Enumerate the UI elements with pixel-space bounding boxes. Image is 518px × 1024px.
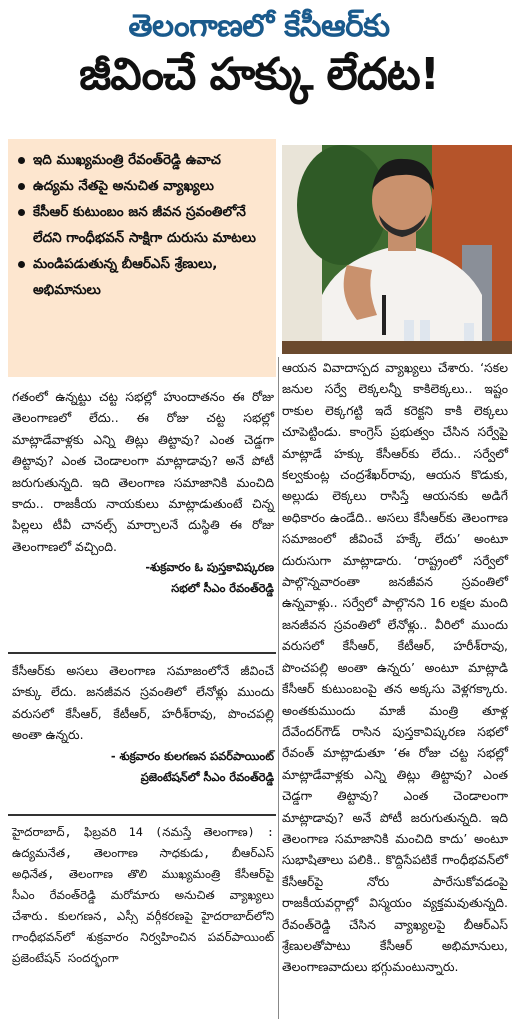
headline-line1: తెలంగాణలో కేసీఆర్‌కు	[128, 8, 390, 44]
article-text: హైదరాబాద్, ఫిబ్రవరి 14 (నమస్తే తెలంగాణ) : ఉద్యమనేత, తెలంగాణ సాధకుడు, బీఆర్‌ఎస్ అధినేత, తెలంగాణ తొలి ముఖ్యమంత్రి కేసీఆర్‌పై సీఎం రేవంత్‌రెడ్డి మరోమారు అనుచిత వ్యాఖ్యలు చేశారు. కులగణన, ఎస్సీ వర్గీకరణపై హైదరాబాద్‌లోని గాంధీభవన్‌లో శుక్రవారం నిర్వహించిన పవర్‌పాయింట్ ప్రజెంటేషన్ సందర్భంగా	[12, 825, 274, 965]
highlight-text: ఇది ముఖ్యమంత్రి రేవంత్‌రెడ్డి ఉవాచ	[33, 152, 221, 168]
highlight-text: కేసీఆర్ కుటుంబం జన జీవన స్రవంతిలోనే లేదని గాంధీభవన్ సాక్షిగా దురుసు మాటలు	[33, 204, 256, 246]
bullet-dot-icon	[18, 157, 25, 164]
highlight-text: ఉద్యమ నేతపై అనుచిత వ్యాఖ్యలు	[33, 178, 214, 194]
highlight-item	[18, 147, 268, 173]
column-divider	[278, 357, 279, 1019]
quote-attribution: ప్రజెంటేషన్‌లో సీఎం రేవంత్‌రెడ్డి	[140, 769, 274, 784]
headline	[0, 0, 518, 104]
bullet-dot-icon	[18, 261, 25, 268]
article-body-right	[282, 357, 508, 978]
section-divider	[8, 814, 276, 816]
quote-attribution: - శుక్రవారం కులగణన పవర్‌పాయింట్	[110, 748, 274, 763]
article-body-left	[12, 822, 274, 969]
speaker-photo	[282, 145, 512, 354]
highlight-item	[18, 199, 268, 251]
quote-block-2	[12, 660, 274, 788]
speaker-photo-illustration	[282, 145, 512, 354]
quote-attribution: -శుక్రవారం ఓ పుస్తకావిష్కరణ	[145, 560, 274, 575]
bullet-dot-icon	[18, 209, 25, 216]
quote-block-1	[12, 386, 274, 599]
headline-line2: జీవించే హక్కు లేదట!	[79, 49, 439, 100]
article-text: ఆయన వివాదాస్పద వ్యాఖ్యలు చేశారు. ‘సకల జనుల సర్వే లెక్కలన్నీ కాకిలెక్కలు.. ఇష్టం రాకుల లెక్కగట్టి ఇదే కరెక్టని కాకి లెక్కలు చూపెట్టిండు. కాంగ్రెస్ ప్రభుత్వం చేసిన సర్వేపై మాట్లాడే హక్కు కేసీఆర్‌కు లేదు.. సర్వేలో కల్వకుంట్ల చంద్రశేఖర్‌రావు, ఆయన కొడుకు, అల్లుడు లెక్కలు రాసిస్తే ఆయనకు అడిగే అధికారం ఉండేది.. అసలు కేసీఆర్‌కు తెలంగాణ సమాజంలో జీవించే హక్కే లేదు’ అంటూ దురుసుగా మాట్లాడారు. ‘రాష్ట్రంలో సర్వేలో పాల్గొన్నవారంతా జనజీవన స్రవంతిలో ఉన్నవాళ్లు.. సర్వేలో పాల్గొనని 16 లక్షల మంది జనజీవన స్రవంతిలో లేనోళ్లు.. వీరిలో ముందు వరుసలో కేసీఆర్, కేటీఆర్, హరీశ్‌రావు, పొంచపల్లి అంతా ఉన్నరు’ అంటూ మాట్లాడి కేసీఆర్ కుటుంబంపై తన అక్కసు వెళ్లగక్కారు. అంతకుముందు మాజీ మంత్రి తూళ్ల దేవేందర్‌గౌడ్ రాసిన పుస్తకావిష్కరణ సభలో రేవంత్ మాట్లాడుతూ ‘ఈ రోజు చట్ట సభల్లో మాట్లాడేవాళ్లకు ఎన్ని తిట్లు తిట్టావు? ఎంత చెడ్డగా తిట్టావు? ఎంత చెండాలంగా మాట్లాడావు? అనే పోటీ జరుగుతున్నది. ఇది తెలంగాణ సమాజానికి మంచిది కాదు’ అంటూ సుభాషితాలు పలికి.. కొద్దిసేపటికే గాంధీభవన్‌లో కేసీఆర్‌పై నోరు పారేసుకోవడంపై రాజకీయవర్గాల్లో విస్మయం వ్యక్తమవుతున్నది. రేవంత్‌రెడ్డి చేసిన వ్యాఖ్యలపై బీఆర్‌ఎస్ శ్రేణులతోపాటు కేసీఆర్ అభిమానులు, తెలంగాణవాదులు భగ్గుమంటున్నారు.	[282, 360, 508, 975]
bullet-dot-icon	[18, 183, 25, 190]
quote-text: కేసీఆర్‌కు అసలు తెలంగాణ సమాజంలోనే జీవించే హక్కు లేదు. జనజీవన స్రవంతిలో లేనోళ్లు ముందు వరుసలో కేసీఆర్, కేటీఆర్, హరీశ్‌రావు, పొంచపల్లి అంతా ఉన్నరు.	[12, 663, 274, 743]
highlights-box	[8, 139, 276, 377]
highlight-text: మండిపడుతున్న బీఆర్‌ఎస్ శ్రేణులు, అభిమానులు	[33, 256, 218, 298]
quote-attribution: సభలో సీఎం రేవంత్‌రెడ్డి	[171, 581, 274, 596]
quote-text: గతంలో ఉన్నట్టు చట్ట సభల్లో హుందాతనం ఈ రోజు తెలంగాణలో లేదు.. ఈ రోజు చట్ట సభల్లో మాట్లాడేవాళ్లకు ఎన్ని తిట్లు తిట్టావు? ఎంత చెడ్డగా తిట్టావు? ఎంత చెండాలంగా మాట్లాడావు? అనే పోటీ జరుగుతున్నది. ఇది తెలంగాణ సమాజానికి మంచిది కాదు.. రాజకీయ నాయకులు మాట్లాడుతుంటే చిన్న పిల్లలు టీవీ చానల్స్ మార్చాలనే దుస్థితి ఈ రోజు తెలంగాణలో వచ్చింది.	[12, 389, 274, 554]
section-divider	[8, 652, 276, 654]
highlight-item	[18, 173, 268, 199]
highlight-item	[18, 251, 268, 303]
